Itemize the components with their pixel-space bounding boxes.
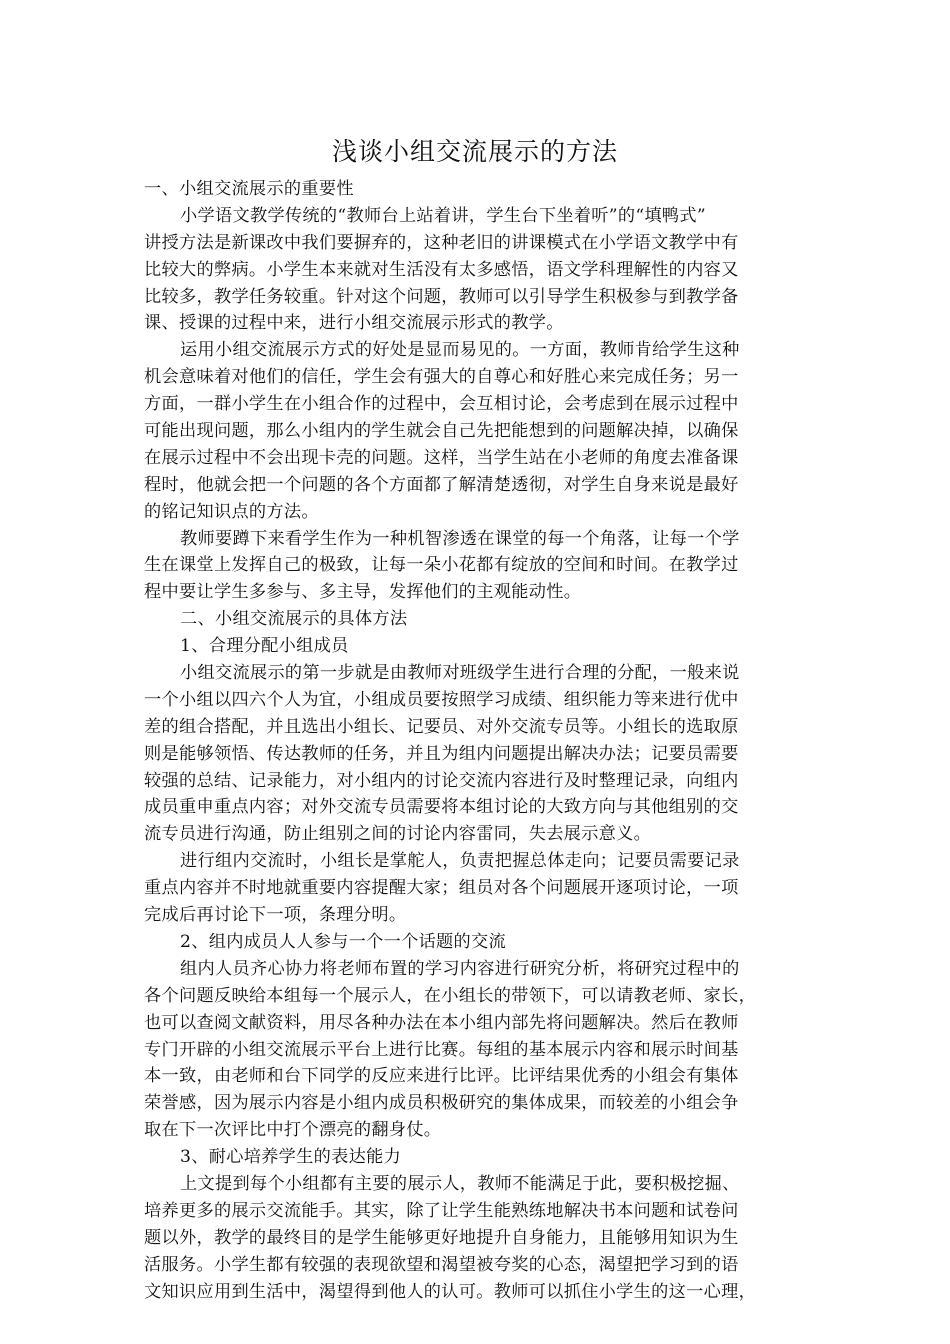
text-line: 比较多，教学任务较重。针对这个问题，教师可以引导学生积极参与到教学备 <box>144 286 739 307</box>
text-line: 培养更多的展示交流能手。其实，除了让学生能熟练地解决书本问题和试卷问 <box>144 1200 739 1221</box>
document-body <box>144 176 814 1305</box>
document-title: 浅谈小组交流展示的方法 <box>331 137 618 166</box>
text-line: 3、耐心培养学生的表达能力 <box>180 1147 402 1168</box>
text-line: 各个问题反映给本组每一个展示人，在小组长的带领下，可以请教老师、家长， <box>144 985 757 1006</box>
text-line: 生在课堂上发挥自己的极致，让每一朵小花都有绽放的空间和时间。在教学过 <box>144 555 739 576</box>
text-line: 运用小组交流展示方式的好处是显而易见的。一方面，教师肯给学生这种 <box>180 340 740 361</box>
text-line: 题以外，教学的最终目的是学生能够更好地提升自身能力，且能够用知识为生 <box>144 1227 739 1248</box>
text-line: 可能出现问题，那么小组内的学生就会自己先把能想到的问题解决掉，以确保 <box>144 421 739 442</box>
text-line: 重点内容并不时地就重要内容提醒大家；组员对各个问题展开逐项讨论，一项 <box>144 878 739 899</box>
text-line: 活服务。小学生都有较强的表现欲望和渴望被夸奖的心态，渴望把学习到的语 <box>144 1254 739 1275</box>
text-line: 一个小组以四六个人为宜，小组成员要按照学习成绩、组织能力等来进行优中 <box>144 689 739 710</box>
text-line: 讲授方法是新课改中我们要摒弃的，这种老旧的讲课模式在小学语文教学中有 <box>144 232 739 253</box>
text-line: 1、合理分配小组成员 <box>180 636 349 657</box>
text-line: 2、组内成员人人参与一个一个话题的交流 <box>180 931 507 952</box>
text-line: 也可以查阅文献资料，用尽各种办法在本小组内部先将问题解决。然后在教师 <box>144 1012 739 1033</box>
text-line: 完成后再讨论下一项，条理分明。 <box>144 905 407 926</box>
text-line: 教师要蹲下来看学生作为一种机智渗透在课堂的每一个角落，让每一个学 <box>180 528 740 549</box>
text-line: 机会意味着对他们的信任，学生会有强大的自尊心和好胜心来完成任务；另一 <box>144 367 739 388</box>
text-line: 上文提到每个小组都有主要的展示人，教师不能满足于此，要积极挖掘、 <box>180 1173 740 1194</box>
text-line: 程中要让学生多参与、多主导，发挥他们的主观能动性。 <box>144 582 582 603</box>
text-line: 的铭记知识点的方法。 <box>144 501 319 522</box>
text-line: 较强的总结、记录能力，对小组内的讨论交流内容进行及时整理记录，向组内 <box>144 770 739 791</box>
text-line: 组内人员齐心协力将老师布置的学习内容进行研究分析，将研究过程中的 <box>180 958 740 979</box>
text-line: 流专员进行沟通，防止组别之间的讨论内容雷同，失去展示意义。 <box>144 824 652 845</box>
text-line: 课、授课的过程中来，进行小组交流展示形式的教学。 <box>144 313 564 334</box>
text-line: 方面，一群小学生在小组合作的过程中，会互相讨论，会考虑到在展示过程中 <box>144 394 739 415</box>
text-line: 本一致，由老师和台下同学的反应来进行比评。比评结果优秀的小组会有集体 <box>144 1066 739 1087</box>
text-line: 在展示过程中不会出现卡壳的问题。这样，当学生站在小老师的角度去准备课 <box>144 447 739 468</box>
text-line: 荣誉感，因为展示内容是小组内成员积极研究的集体成果，而较差的小组会争 <box>144 1093 739 1114</box>
text-line: 进行组内交流时，小组长是掌舵人，负责把握总体走向；记要员需要记录 <box>180 851 740 872</box>
text-line: 取在下一次评比中打个漂亮的翻身仗。 <box>144 1120 442 1141</box>
text-line: 二、小组交流展示的具体方法 <box>180 609 408 630</box>
text-line: 专门开辟的小组交流展示平台上进行比赛。每组的基本展示内容和展示时间基 <box>144 1039 739 1060</box>
text-line: 成员重申重点内容；对外交流专员需要将本组讨论的大致方向与其他组别的交 <box>144 797 739 818</box>
text-line: 差的组合搭配，并且选出小组长、记要员、对外交流专员等。小组长的选取原 <box>144 716 739 737</box>
text-line: 则是能够领悟、传达教师的任务，并且为组内问题提出解决办法；记要员需要 <box>144 743 739 764</box>
text-line: 小组交流展示的第一步就是由教师对班级学生进行合理的分配，一般来说 <box>180 663 740 684</box>
text-line: 一、小组交流展示的重要性 <box>144 179 354 199</box>
text-line: 文知识应用到生活中，渴望得到他人的认可。教师可以抓住小学生的这一心理， <box>144 1281 757 1302</box>
text-line: 小学语文教学传统的“教师台上站着讲，学生台下坐着听”的“填鸭式” <box>180 205 706 226</box>
text-line: 比较大的弊病。小学生本来就对生活没有太多感悟，语文学科理解性的内容又 <box>144 259 739 280</box>
text-line: 程时，他就会把一个问题的各个方面都了解清楚透彻，对学生自身来说是最好 <box>144 474 739 495</box>
